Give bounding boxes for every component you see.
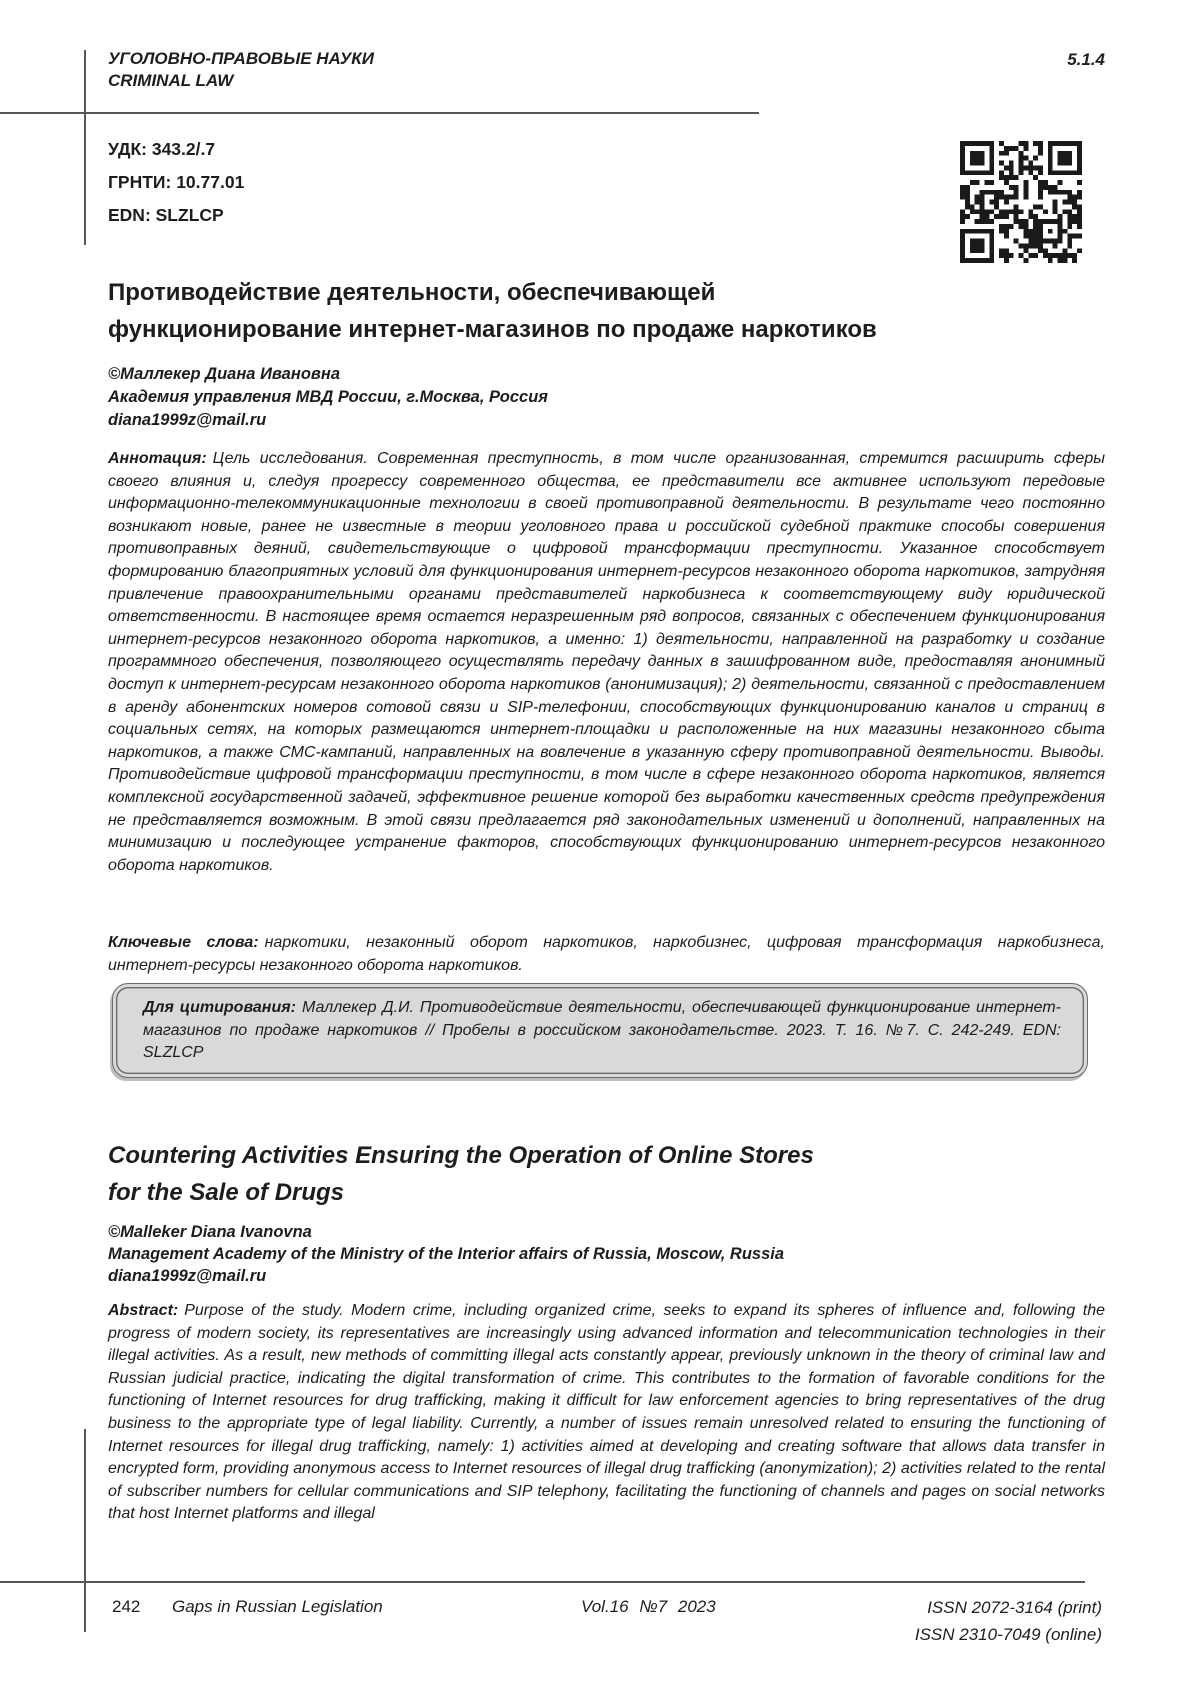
- article-title-en: [108, 1137, 814, 1211]
- citation-paragraph: [143, 997, 1061, 1065]
- citation-box: [112, 983, 1088, 1078]
- top-left-vertical-rule: [84, 50, 86, 245]
- footer-horizontal-rule: [0, 1581, 1085, 1583]
- running-head-en: CRIMINAL LAW: [108, 71, 234, 90]
- author-block-en: [108, 1221, 784, 1287]
- edn-line: EDN: SLZLCP: [108, 205, 224, 225]
- grnti-line: ГРНТИ: 10.77.01: [108, 172, 245, 192]
- article-title-ru-line2: функционирование интернет-магазинов по продаже наркотиков: [108, 316, 877, 343]
- udk-line: УДК: 343.2/.7: [108, 139, 216, 159]
- author-email-ru: diana1999z@mail.ru: [108, 411, 267, 429]
- keywords-text-ru: наркотики, незаконный оборот наркотиков, наркобизнес, цифровая трансформация наркобизнеса, интернет-ресурсы незаконного оборота наркотиков.: [108, 934, 1106, 974]
- qr-code-image: [960, 141, 1082, 263]
- author-affiliation-ru: Академия управления МВД России, г.Москва, Россия: [108, 388, 549, 406]
- abstract-en: [108, 1300, 1105, 1526]
- running-head-ru: УГОЛОВНО-ПРАВОВЫЕ НАУКИ: [108, 49, 374, 68]
- article-title-ru-line1: Противодействие деятельности, обеспечивающей: [108, 279, 716, 306]
- author-block-ru: [108, 363, 548, 432]
- keywords-label-ru: Ключевые слова:: [108, 934, 259, 951]
- abstract-label-en: Abstract:: [108, 1302, 179, 1319]
- keywords-ru: [108, 932, 1105, 977]
- bottom-left-vertical-rule: [84, 1429, 86, 1632]
- abstract-text-ru: Цель исследования. Современная преступность, в том числе организованная, стремится расширить сферы своего влияния и, следуя прогрессу современного общества, ее представители все активнее используют передовые информационно-телекоммуникационные технологии в своей противоправной деятельности. В результате чего постоянно возникают новые, ранее не известные в теории уголовного права и российской судебной практике способы совершения противоправных деяний, свидетельствующие о цифровой трансформации преступности. Указанное способствует формированию благоприятных условий для функционирования интернет-ресурсов незаконного оборота наркотиков, затрудняя привлечение правоохранительными органами представителей наркобизнеса к соответствующему виду юридической ответственности. В настоящее время остается неразрешенным ряд вопросов, связанных с обеспечением функционирования интернет-ресурсов незаконного оборота наркотиков, а именно: 1) деятельности, направленной на разработку и создание программного обеспечения, позволяющего осуществлять передачу данных в зашифрованном виде, предоставляя анонимный доступ к интернет-ресурсам незаконного оборота наркотиков (анонимизация); 2) деятельности, связанной с предоставлением в аренду абонентских номеров сотовой связи и SIP-телефонии, способствующих функционированию каналов и страниц в социальных сетях, на которых размещаются интернет-площадки и расположенные на них магазины незаконного сбыта наркотиков, а также СМС-кампаний, направленных на вовлечение в указанную сферу противоправной деятельности. Выводы. Противодействие цифровой трансформации преступности, в том числе в сфере незаконного оборота наркотиков, является комплексной государственной задачей, эффективное решение которой без выработки качественных средств предупреждения не представляется возможным. В этой связи предлагается ряд законодательных изменений и дополнений, направленных на минимизацию и последующее устранение факторов, способствующих функционированию интернет-ресурсов незаконного оборота наркотиков.: [108, 450, 1105, 874]
- footer-issn-print: ISSN 2072-3164 (print): [927, 1598, 1102, 1617]
- header-horizontal-rule: [0, 112, 759, 114]
- author-name-ru: ©Маллекер Диана Ивановна: [108, 365, 341, 383]
- article-title-en-line1: Countering Activities Ensuring the Operation of Online Stores: [108, 1142, 814, 1169]
- footer-page-number: 242: [112, 1597, 141, 1616]
- abstract-ru: [108, 448, 1105, 877]
- citation-text: Маллекер Д.И. Противодействие деятельности, обеспечивающей функционирование интернет-магазинов по продаже наркотиков // Пробелы в российском законодательстве. 2023. Т. 16. №7. С. 242-249. EDN: SLZLCP: [143, 999, 1062, 1062]
- abstract-text-en: Purpose of the study. Modern crime, including organized crime, seeks to expand its spheres of influence and, following the progress of modern society, its representatives are increasingly using advanced information and telecommunication technologies in their illegal activities. As a result, new methods of committing illegal acts constantly appear, previously unknown in the theory of criminal law and Russian judicial practice, indicating the digital transformation of crime. This contributes to the formation of favorable conditions for the functioning of Internet resources for drug trafficking, making it difficult for law enforcement agencies to bring representatives of the drug business to the appropriate type of legal liability. Currently, a number of issues remain unresolved related to ensuring the functioning of Internet resources for illegal drug trafficking, namely: 1) activities aimed at developing and creating software that allows data transfer in encrypted form, providing anonymous access to Internet resources of illegal drug trafficking (anonymization); 2) activities related to the rental of subscriber numbers for cellular communications and SIP telephony, facilitating the functioning of channels and pages on social networks that host Internet platforms and illegal: [108, 1302, 1105, 1523]
- abstract-label-ru: Аннотация:: [108, 450, 207, 467]
- author-name-en: ©Malleker Diana Ivanovna: [108, 1223, 312, 1241]
- footer-volume-info: Vol.16 №7 2023: [581, 1597, 716, 1616]
- article-title-en-line2: for the Sale of Drugs: [108, 1179, 345, 1206]
- footer-issn-online: ISSN 2310-7049 (online): [914, 1625, 1102, 1644]
- author-email-en: diana1999z@mail.ru: [108, 1267, 267, 1285]
- footer-issn-block: [915, 1594, 1102, 1648]
- article-meta-block: [108, 139, 244, 238]
- qr-code: [960, 141, 1082, 263]
- footer-journal-name: Gaps in Russian Legislation: [172, 1597, 383, 1616]
- running-head: [108, 48, 374, 92]
- citation-label: Для цитирования:: [143, 999, 296, 1016]
- section-code: 5.1.4: [1067, 50, 1105, 69]
- article-title-ru: [108, 274, 877, 348]
- author-affiliation-en: Management Academy of the Ministry of the Interior affairs of Russia, Moscow, Russia: [108, 1245, 785, 1263]
